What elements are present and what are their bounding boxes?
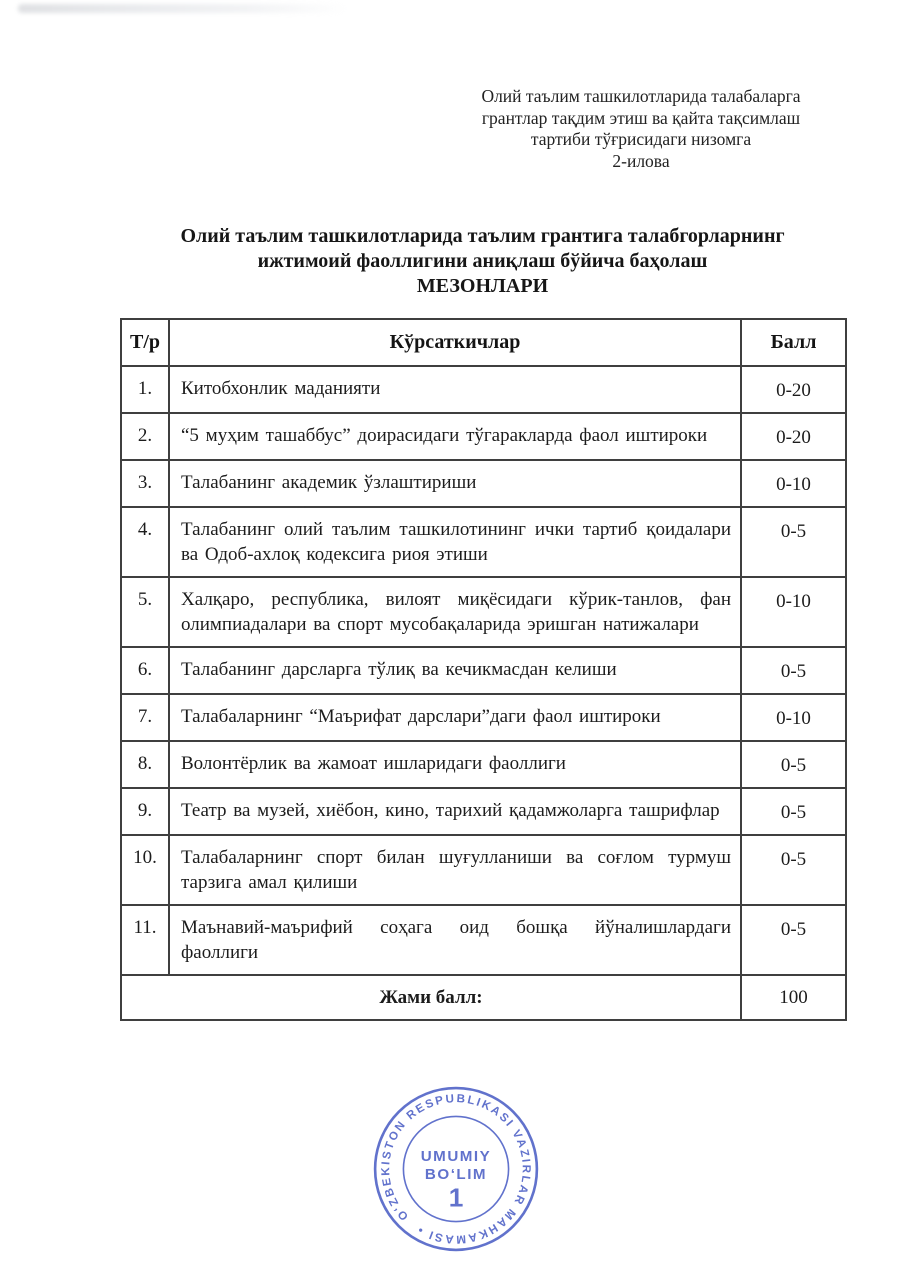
row-number: 8.: [121, 741, 169, 788]
table-header-row: [121, 319, 846, 366]
row-number: 6.: [121, 647, 169, 694]
row-number: 3.: [121, 460, 169, 507]
row-score: 0-10: [741, 460, 846, 507]
table-row: [121, 366, 846, 413]
table-row: [121, 741, 846, 788]
table-row: [121, 413, 846, 460]
scan-artifact-smudge: [18, 4, 348, 13]
table-row: [121, 507, 846, 577]
row-score: 0-5: [741, 741, 846, 788]
official-round-stamp: [365, 1078, 547, 1260]
table-row: [121, 835, 846, 905]
annex-line: Олий таълим ташкилотларида талабаларга: [481, 86, 801, 106]
row-number: 10.: [121, 835, 169, 905]
stamp-number: 1: [448, 1182, 464, 1213]
row-number: 5.: [121, 577, 169, 647]
row-indicator: Маънавий-маърифий соҳага оид бошқа йўналишлардаги фаоллиги: [169, 905, 741, 975]
table-row: [121, 694, 846, 741]
row-indicator: Волонтёрлик ва жамоат ишларидаги фаоллиги: [169, 741, 741, 788]
column-header-indicator: Кўрсаткичлар: [169, 319, 741, 366]
total-label: Жами балл:: [121, 975, 741, 1020]
row-indicator: Талабанинг дарсларга тўлиқ ва кечикмасдан келиши: [169, 647, 741, 694]
row-score: 0-20: [741, 413, 846, 460]
table-row: [121, 788, 846, 835]
stamp-center-line-1: UMUMIY: [420, 1147, 492, 1165]
row-score: 0-5: [741, 905, 846, 975]
annex-reference: [443, 86, 839, 172]
row-indicator: Халқаро, республика, вилоят миқёсидаги кўрик-танлов, фан олимпиадалари ва спорт мусобақаларида эришган натижалари: [169, 577, 741, 647]
row-indicator: Талабаларнинг спорт билан шуғулланиши ва соғлом турмуш тарзига амал қилиши: [169, 835, 741, 905]
title-line: МЕЗОНЛАРИ: [416, 275, 549, 297]
row-indicator: Талабаларнинг “Маърифат дарслари”даги фаол иштироки: [169, 694, 741, 741]
row-score: 0-20: [741, 366, 846, 413]
table-row: [121, 460, 846, 507]
column-header-number: Т/р: [121, 319, 169, 366]
row-number: 9.: [121, 788, 169, 835]
title-line: Олий таълим ташкилотларида таълим грантига талабгорларнинг: [180, 225, 785, 247]
title-line: ижтимоий фаоллигини аниқлаш бўйича баҳолаш: [257, 250, 708, 272]
row-indicator: Талабанинг олий таълим ташкилотининг ички тартиб қоидалари ва Одоб-ахлоқ кодексига риоя этиши: [169, 507, 741, 577]
row-indicator: Театр ва музей, хиёбон, кино, тарихий қадамжоларга ташрифлар: [169, 788, 741, 835]
stamp-center-line-2: BO‘LIM: [424, 1166, 488, 1184]
table-total-row: [121, 975, 846, 1020]
row-score: 0-5: [741, 647, 846, 694]
row-number: 1.: [121, 366, 169, 413]
table-row: [121, 647, 846, 694]
row-indicator: Талабанинг академик ўзлаштириши: [169, 460, 741, 507]
row-number: 2.: [121, 413, 169, 460]
row-score: 0-5: [741, 507, 846, 577]
row-number: 4.: [121, 507, 169, 577]
row-score: 0-10: [741, 694, 846, 741]
table-row: [121, 577, 846, 647]
row-score: 0-5: [741, 788, 846, 835]
column-header-score: Балл: [741, 319, 846, 366]
row-number: 7.: [121, 694, 169, 741]
row-score: 0-5: [741, 835, 846, 905]
stamp-ring-text: O‘ZBEKISTON RESPUBLIKASI VAZIRLAR MAHKAMASI •: [379, 1092, 533, 1246]
criteria-table: [120, 318, 847, 1021]
row-score: 0-10: [741, 577, 846, 647]
row-indicator: Китобхонлик маданияти: [169, 366, 741, 413]
page-title: [120, 224, 845, 299]
row-indicator: “5 муҳим ташаббус” доирасидаги тўгаракларда фаол иштироки: [169, 413, 741, 460]
table-row: [121, 905, 846, 975]
row-number: 11.: [121, 905, 169, 975]
annex-line: грантлар тақдим этиш ва қайта тақсимлаш: [481, 107, 801, 128]
total-score: 100: [741, 975, 846, 1020]
annex-line: 2-илова: [612, 150, 670, 171]
annex-line: тартиби тўғрисидаги низомга: [530, 129, 752, 149]
